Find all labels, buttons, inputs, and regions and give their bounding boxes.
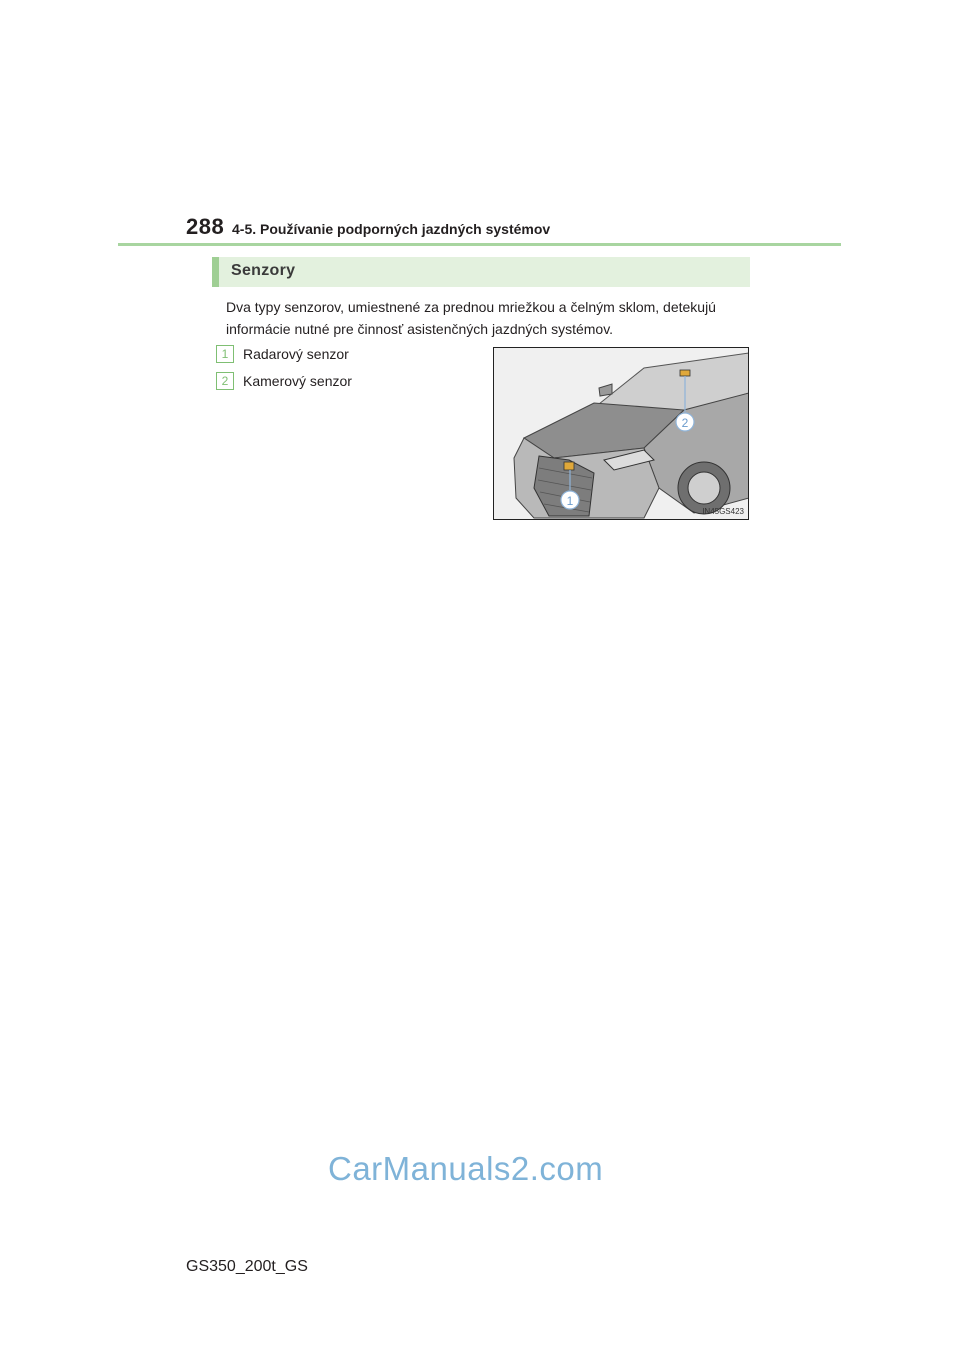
- section-header: [212, 257, 750, 287]
- item-label-camera: Kamerový senzor: [243, 373, 352, 389]
- car-illustration-svg: [494, 348, 748, 519]
- watermark: CarManuals2.com: [328, 1150, 604, 1187]
- callout-1-label: 1: [566, 494, 574, 508]
- item-marker-2: 2: [216, 372, 234, 390]
- camera-sensor-marker: [680, 370, 690, 376]
- footer-model: GS350_200t_GS: [186, 1258, 308, 1275]
- list-item-camera: [216, 370, 352, 392]
- list-item-radar: [216, 343, 349, 365]
- page-number: 288: [186, 214, 225, 239]
- car-sensor-illustration: [493, 347, 749, 520]
- intro-paragraph: Dva typy senzorov, umiestnené za prednou mriežkou a čelným sklom, detekujú informácie nutné pre činnosť asistenčných jazdných systémov.: [226, 299, 716, 337]
- figure-code: IN45GS423: [702, 507, 744, 516]
- radar-sensor-marker: [564, 462, 574, 470]
- section-title: Senzory: [231, 262, 296, 279]
- callout-2-label: 2: [681, 416, 689, 430]
- header-divider: [118, 243, 841, 246]
- item-label-radar: Radarový senzor: [243, 346, 349, 362]
- chapter-title: 4-5. Používanie podporných jazdných systémov: [232, 221, 551, 237]
- item-marker-1: 1: [216, 345, 234, 363]
